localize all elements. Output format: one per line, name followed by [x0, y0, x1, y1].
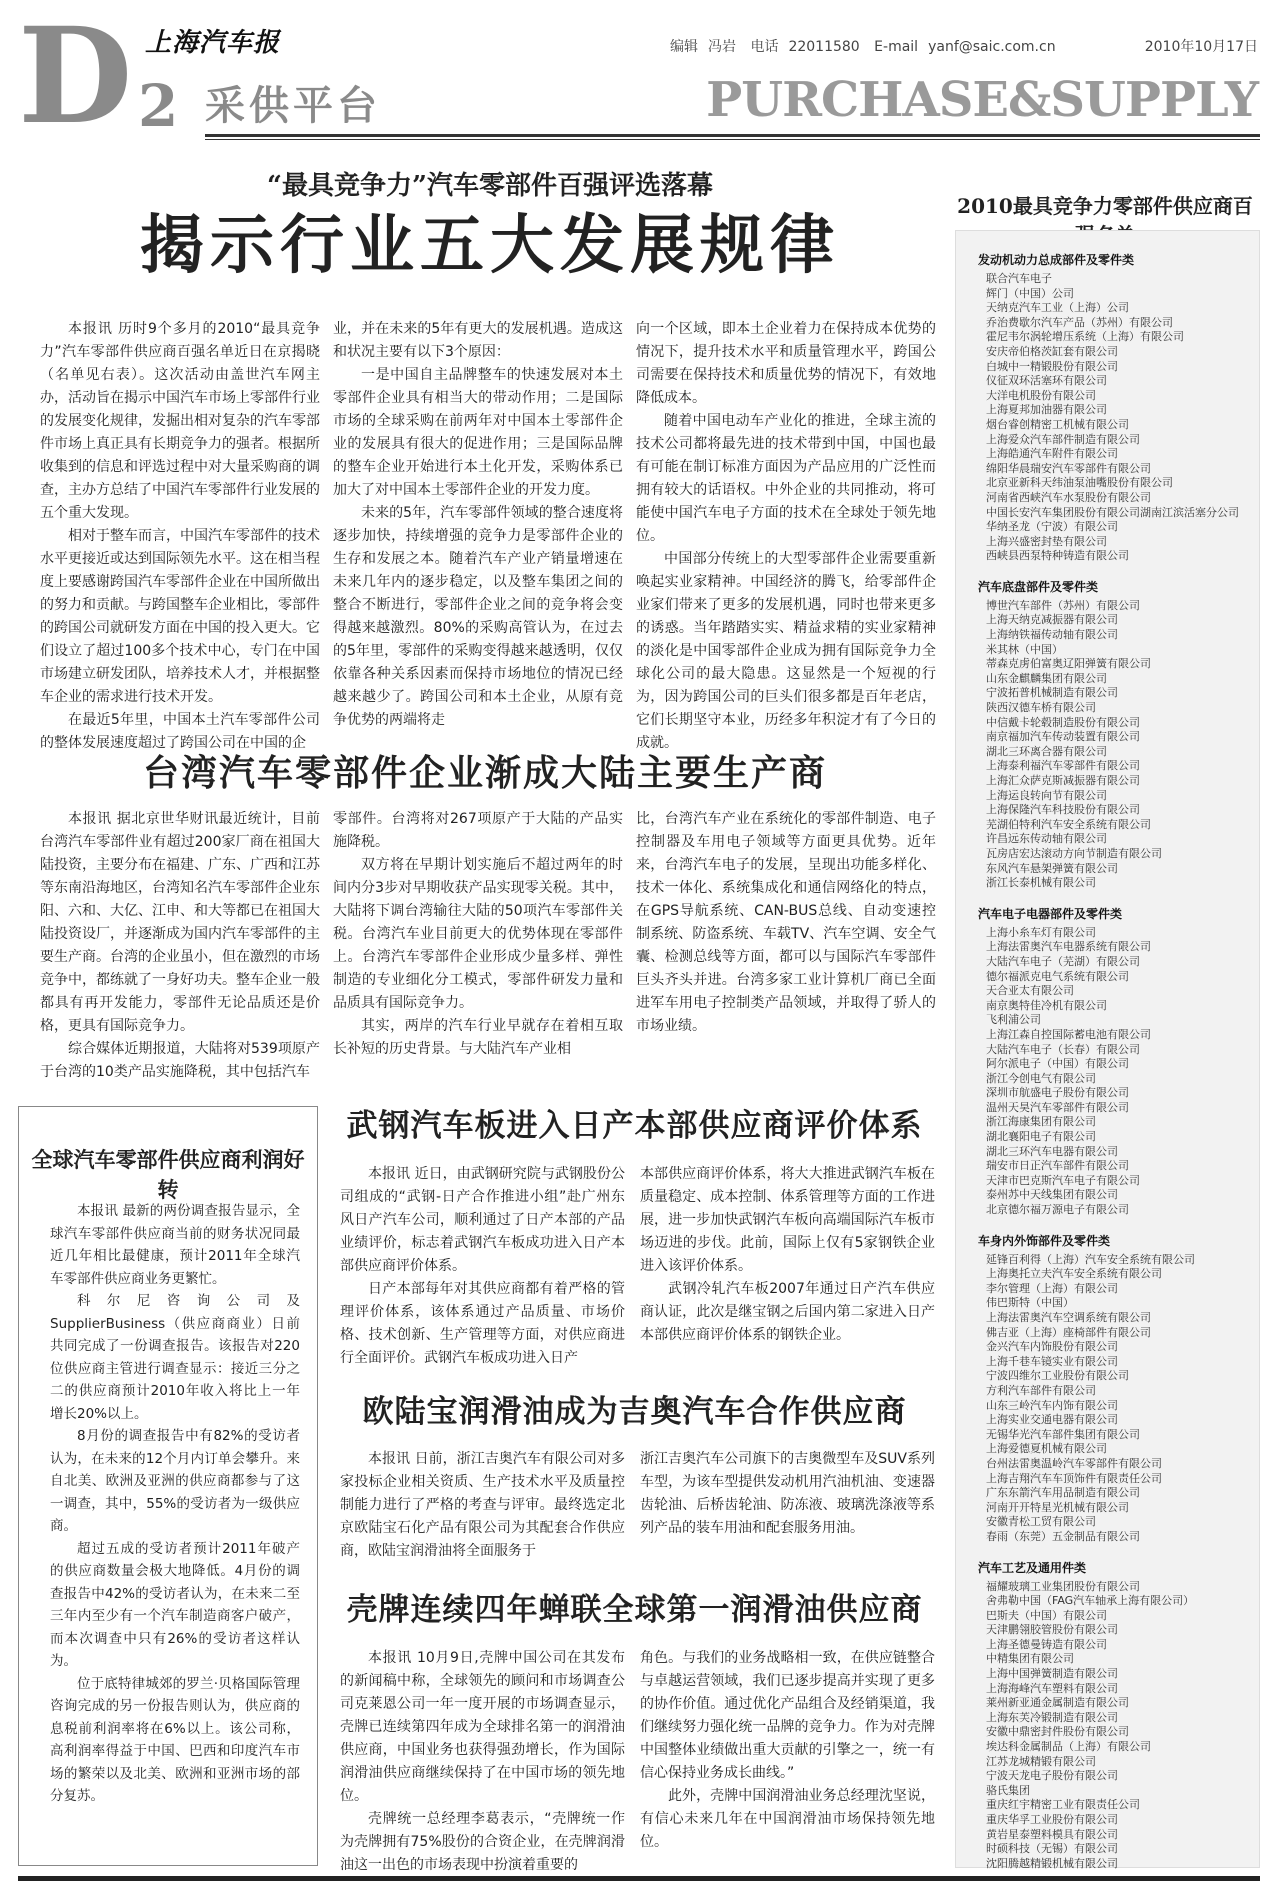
company-item: 时硕科技（无锡）有限公司 [986, 1842, 1118, 1856]
paragraph: 武钢冷轧汽车板2007年通过日产汽车供应商认证，此次是继宝钢之后国内第二家进入日产本部供应商评价体系的钢铁企业。 [640, 1281, 935, 1343]
header-rule [205, 134, 1260, 137]
company-item: 埃达科金属制品（上海）有限公司 [986, 1740, 1151, 1754]
company-item: 大陆汽车电子（芜湖）有限公司 [986, 954, 1140, 968]
company-item: 上海运良转向节有限公司 [986, 788, 1107, 802]
company-item: 重庆华孚工业股份有限公司 [986, 1813, 1118, 1826]
company-item: 霍尼韦尔涡轮增压系统（上海）有限公司 [986, 330, 1184, 344]
company-item: 上海法雷奥汽车电器系统有限公司 [986, 940, 1151, 954]
company-item: 上海纳铁福传动轴有限公司 [986, 628, 1118, 642]
page-letter: D [18, 0, 133, 154]
phone-number: 22011580 [788, 39, 860, 55]
category-spacer [986, 1218, 1241, 1226]
section-title-en: PURCHASE&SUPPLY [706, 72, 1258, 128]
sidebar-title: 2010最具竞争力零部件供应商百 [957, 194, 1253, 218]
company-item: 天纳克汽车工业（上海）公司 [986, 301, 1129, 315]
email-address[interactable]: yanf@saic.com.cn [928, 39, 1056, 55]
company-item: 上海夏邦加油器有限公司 [986, 403, 1107, 417]
company-item: 湖北襄阳电子有限公司 [986, 1130, 1096, 1144]
company-item: 北京亚新科天纬油泵油嘴股份有限公司 [986, 476, 1173, 490]
shell-headline: 壳牌连续四年蝉联全球第一润滑油供应商 [346, 1592, 923, 1628]
company-item: 浙江海康集团有限公司 [986, 1115, 1096, 1129]
company-item: 中国长安汽车集团股份有限公司湖南江滨活塞分公司 [986, 505, 1239, 519]
company-item: 宁波四维尔工业股份有限公司 [986, 1369, 1129, 1383]
company-item: 德尔福派克电气系统有限公司 [986, 969, 1129, 983]
phone-label: 电话 [750, 39, 779, 55]
footer-rule [18, 1876, 1260, 1881]
company-item: 白城中一精锻股份有限公司 [986, 359, 1118, 373]
company-item: 中信戴卡轮毂制造股份有限公司 [986, 715, 1140, 729]
lead-column-2 [333, 318, 623, 728]
company-item: 方利汽车部件有限公司 [986, 1383, 1096, 1397]
supplier-list [955, 230, 1260, 1868]
company-item: 南京福加汽车传动装置有限公司 [986, 730, 1140, 744]
company-item: 西峡县西泵特种铸造有限公司 [986, 549, 1129, 563]
newspaper-logo: 上海汽车报 [145, 28, 281, 58]
paragraph: 双方将在早期计划实施后不超过两年的时间内分3步对早期收获产品实现零关税。其中，大陆将下调台湾输往大陆的50项汽车零部件关税。台湾汽车业目前更大的优势体现在零部件上。台湾汽车零部件企业形成少量多样、弹性制造的专业细化分工模式，零部件研发力量和品质具有国际竞争力。 [333, 857, 623, 1011]
company-item: 天津鹏翎胶管股份有限公司 [986, 1623, 1118, 1637]
lead-kicker: “最具竞争力”汽车零部件百强评选落幕 [267, 171, 713, 201]
company-item: 上海皓通汽车附件有限公司 [986, 447, 1118, 461]
company-item: 上海中国弹簧制造有限公司 [986, 1667, 1118, 1681]
paragraph: 本报讯 日前，浙江吉奥汽车有限公司对多家投标企业相关资质、生产技术水平及质量控制能力进行了严格的考查与评审。最终选定北京欧陆宝石化产品有限公司为其配套合作供应商，欧陆宝润滑油将全面服务于 [340, 1451, 625, 1559]
editor-label: 编辑 [670, 39, 698, 55]
taiwan-headline: 台湾汽车零部件企业渐成大陆主要生产商 [142, 753, 827, 794]
company-item: 蒂森克虏伯富奥辽阳弹簧有限公司 [986, 657, 1151, 671]
page-number: 2 [138, 72, 179, 140]
paragraph: 比，台湾汽车产业在系统化的零部件制造、电子控制器及车用电子领域等方面更具优势。近年来，台湾汽车电子的发展，呈现出功能多样化、技术一体化、系统集成化和通信网络化的特点，在GPS导航系统、CAN-BUS总线、自动变速控制系统、防盗系统、车载TV、汽车空调、安全气囊、检测总线等方面，都可以与国际汽车零部件巨头齐头并进。台湾多家工业计算机厂商已全面进军车用电子控制类产品领域，并取得了骄人的市场业绩。 [636, 811, 936, 1034]
paragraph: 本报讯 最新的两份调查报告显示，全球汽车零部件供应商当前的财务状况同最近几年相比最健康，预计2011年全球汽车零部件供应商业务更繁忙。 [50, 1203, 300, 1287]
company-item: 乔治费歇尔汽车产品（苏州）有限公司 [986, 315, 1173, 329]
company-item: 上海兴盛密封垫有限公司 [986, 534, 1107, 548]
company-item: 江苏龙城精锻有限公司 [986, 1754, 1096, 1768]
category-spacer [986, 564, 1241, 572]
company-item: 上海保隆汽车科技股份有限公司 [986, 803, 1140, 817]
company-item: 深圳市航盛电子股份有限公司 [986, 1086, 1129, 1100]
company-item: 湖北三环离合器有限公司 [986, 744, 1107, 758]
paragraph: 本部供应商评价体系，将大大推进武钢汽车板在质量稳定、成本控制、体系管理等方面的工作进展，进一步加快武钢汽车板向高端国际汽车板市场迈进的步伐。此前，国际上仅有5家钢铁企业进入该评价体系。 [640, 1166, 935, 1274]
category-spacer [986, 891, 1241, 899]
company-item: 上海天纳克减振器有限公司 [986, 613, 1118, 627]
email-label: E-mail [874, 39, 919, 55]
company-item: 安徽中鼎密封件股份有限公司 [986, 1725, 1129, 1739]
company-item: 天合亚太有限公司 [986, 984, 1074, 998]
company-item: 上海法雷奥汽车空调系统有限公司 [986, 1311, 1151, 1324]
paragraph: 壳牌统一总经理李葛表示，“壳牌统一作为壳牌拥有75%股份的合资企业，在壳牌润滑油这一出色的市场表现中扮演着重要的 [340, 1811, 625, 1873]
company-item: 沈阳腾越精锻机械有限公司 [986, 1856, 1118, 1870]
lead-column-3 [636, 318, 936, 751]
paragraph: 此外，壳牌中国润滑油业务总经理沈坚说，有信心未来几年在中国润滑油市场保持领先地位。 [640, 1788, 935, 1850]
company-item: 宁波天龙电子股份有限公司 [986, 1769, 1118, 1783]
company-item: 湖北三环汽车电器有限公司 [986, 1144, 1118, 1158]
company-item: 天津市巴克斯汽车电子有限公司 [986, 1173, 1140, 1187]
paragraph: 综合媒体近期报道，大陆将对539项原产于台湾的10类产品实施降税，其中包括汽车 [40, 1041, 320, 1080]
shell-column-1 [340, 1647, 625, 1873]
company-item: 延锋百利得（上海）汽车安全系统有限公司 [986, 1252, 1195, 1266]
company-item: 瑞安市日正汽车部件有限公司 [986, 1159, 1129, 1173]
company-item: 上海实业交通电器有限公司 [986, 1413, 1118, 1427]
company-item: 绵阳华晨瑞安汽车零部件有限公司 [986, 461, 1151, 475]
company-item: 陕西汉德车桥有限公司 [986, 701, 1096, 715]
company-item: 台州法雷奥温岭汽车零部件有限公司 [986, 1456, 1162, 1470]
wugang-column-2 [640, 1163, 935, 1373]
company-item: 佛吉亚（上海）座椅部件有限公司 [986, 1325, 1151, 1339]
paragraph: 其实，两岸的汽车行业早就存在着相互取长补短的历史背景。与大陆汽车产业相 [333, 1018, 623, 1057]
company-item: 温州天昊汽车零部件有限公司 [986, 1100, 1129, 1114]
section-title-cn: 采供平台 [205, 82, 381, 129]
company-item: 广东东箭汽车用品制造有限公司 [986, 1486, 1140, 1500]
company-item: 春雨（东莞）五金制品有限公司 [986, 1529, 1140, 1543]
company-item: 安庆帝伯格茨缸套有限公司 [986, 344, 1118, 358]
company-item: 上海海峰汽车塑料有限公司 [986, 1681, 1118, 1695]
company-item: 许昌远东传动轴有限公司 [986, 832, 1107, 846]
company-item: 福耀玻璃工业集团股份有限公司 [986, 1579, 1140, 1593]
issue-date: 2010年10月17日 [1144, 39, 1258, 55]
company-item: 河南开开特星光机械有限公司 [986, 1500, 1129, 1514]
oulubao-headline: 欧陆宝润滑油成为吉奥汽车合作供应商 [362, 1394, 907, 1430]
company-item: 李尔管理（上海）有限公司 [986, 1281, 1118, 1295]
masthead-info [670, 36, 1066, 56]
company-item: 无锡华光汽车部件集团有限公司 [986, 1427, 1140, 1441]
taiwan-column-1 [40, 808, 320, 1080]
company-item: 大洋电机股份有限公司 [986, 388, 1096, 402]
editor-name: 冯岩 [708, 39, 736, 55]
company-item: 伟巴斯特（中国） [986, 1296, 1074, 1310]
paragraph: 向一个区域，即本土企业着力在保持成本优势的情况下，提升技术水平和质量管理水平，跨国公司需要在保持技术和质量优势的情况下，有效地降低成本。 [636, 321, 936, 406]
company-item: 上海吉翔汽车车顶饰件有限责任公司 [986, 1471, 1162, 1485]
paragraph: 日产本部每年对其供应商都有着严格的管理评价体系，该体系通过产品质量、市场价格、技术创新、生产管理等方面，对供应商进行全面评价。武钢汽车板成功进入日产 [340, 1281, 625, 1366]
company-item: 黄岩星泰塑料模具有限公司 [986, 1827, 1118, 1841]
paragraph: 相对于整车而言，中国汽车零部件的技术水平更接近或达到国际领先水平。这在相当程度上要感谢跨国汽车零部件企业在中国所做出的努力和贡献。与跨国整车企业相比，零部件的跨国公司就研发方面在中国的投入更大。它们设立了超过100多个技术中心，专门在中国市场建立研发团队，培养技术人才，并根据整车企业的需求进行技术开发。 [40, 528, 320, 705]
wugang-column-1 [340, 1163, 625, 1373]
category-heading: 汽车电子电器部件及零件类 [978, 906, 1123, 921]
company-item: 上海爱德夏机械有限公司 [986, 1442, 1107, 1456]
paragraph: 在最近5年里，中国本土汽车零部件公司的整体发展速度超过了跨国公司在中国的企 [40, 712, 320, 751]
paragraph: 零部件。台湾将对267项原产于大陆的产品实施降税。 [333, 811, 623, 850]
company-item: 上海东芙冷锻制造有限公司 [986, 1710, 1118, 1724]
company-item: 烟台睿创精密工机械有限公司 [986, 417, 1129, 431]
profit-box-body [50, 1200, 300, 1855]
company-item: 中精集团有限公司 [986, 1652, 1074, 1666]
company-item: 河南省西峡汽车水泵股份有限公司 [986, 490, 1151, 504]
category-heading: 汽车工艺及通用件类 [978, 1560, 1087, 1575]
company-item: 南京奥特佳冷机有限公司 [986, 998, 1107, 1012]
profit-box-title: 全球汽车零部件供应商利润好转 [31, 1148, 305, 1202]
company-item: 飞利浦公司 [986, 1013, 1041, 1027]
company-item: 宁波拓普机械制造有限公司 [986, 686, 1118, 700]
company-item: 上海小糸车灯有限公司 [986, 925, 1096, 939]
paragraph: 随着中国电动车产业化的推进，全球主流的技术公司都将最先进的技术带到中国，中国也最有可能在制订标准方面因为产品应用的广泛性而拥有较大的话语权。中外企业的共同推动，将可能使中国汽车电子方面的技术在全球处于领先地位。 [636, 413, 936, 544]
company-item: 仪征双环活塞环有限公司 [986, 374, 1107, 388]
company-item: 上海千巷车镜实业有限公司 [986, 1354, 1118, 1368]
paragraph: 科尔尼咨询公司及SupplierBusiness（供应商商业）日前共同完成了一份调查报告。该报告对220位供应商主管进行调查显示：接近三分之二的供应商预计2010年收入将比上一年增长20%以上。 [50, 1293, 300, 1422]
company-item: 上海奥托立夫汽车安全系统有限公司 [986, 1267, 1162, 1281]
company-item: 阿尔派电子（中国）有限公司 [986, 1057, 1129, 1071]
paragraph: 中国部分传统上的大型零部件企业需要重新唤起实业家精神。中国经济的腾飞，给零部件企业家们带来了更多的发展机遇，同时也带来更多的诱惑。当年踏踏实实、精益求精的实业家精神的淡化是中国零部件企业成为拥有国际竞争力全球化公司的最大隐患。这显然是一个短视的行为，因为跨国公司的巨头们很多都是百年老店，它们长期坚守本业，历经多年积淀才有了今日的成就。 [636, 551, 936, 751]
paragraph: 本报讯 10月9日,壳牌中国公司在其发布的新闻稿中称，全球领先的顾问和市场调查公司克莱恩公司一年一度开展的市场调查显示，壳牌已连续第四年成为全球排名第一的润滑油供应商，中国业务也获得强劲增长，作为国际润滑油供应商继续保持了在中国市场的领先地位。 [340, 1650, 625, 1804]
company-item: 芜湖伯特利汽车安全系统有限公司 [986, 817, 1151, 831]
paragraph: 未来的5年，汽车零部件领域的整合速度将逐步加快，持续增强的竞争力是零部件企业的生存和发展之本。随着汽车产业产销量增速在未来几年内的逐步稳定，以及整车集团之间的整合不断进行，零部件企业之间的竞争将会变得越来越激烈。80%的采购高管认为，在过去的5年里，零部件的采购变得越来越透明，仅仅依靠各种关系因素而保持市场地位的情况已经越来越少了。跨国公司和本土企业，从原有竞争优势的两端将走 [333, 505, 623, 728]
lead-column-1 [40, 318, 320, 751]
paragraph: 一是中国自主品牌整车的快速发展对本土零部件企业具有相当大的带动作用；二是国际市场的全球采购在前两年对中国本土零部件企业的发展具有很大的促进作用；三是国际品牌的整车企业开始进行本土化开发，采购体系已加大了对中国本土零部件企业的开发力度。 [333, 367, 623, 498]
taiwan-column-3 [636, 808, 936, 1073]
company-item: 巴斯夫（中国）有限公司 [986, 1608, 1107, 1622]
company-item: 瓦房店宏达滚动方向节制造有限公司 [986, 846, 1162, 860]
category-heading: 车身内外饰部件及零件类 [978, 1233, 1111, 1248]
paragraph: 浙江吉奥汽车公司旗下的吉奥微型车及SUV系列车型，为该车型提供发动机用汽油机油、变速器齿轮油、后桥齿轮油、防冻液、玻璃洗涤液等系列产品的装车用油和配套服务用油。 [640, 1451, 935, 1536]
company-item: 北京德尔福万源电子有限公司 [986, 1203, 1129, 1217]
company-item: 舍弗勒中国（FAG汽车轴承上海有限公司） [986, 1594, 1195, 1608]
oulubao-column-1 [340, 1448, 625, 1563]
category-spacer [986, 1545, 1241, 1553]
paragraph: 8月份的调查报告中有82%的受访者认为，在未来的12个月内订单会攀升。来自北美、欧洲及亚洲的供应商都参与了这一调查，其中，55%的受访者为一级供应商。 [50, 1428, 300, 1534]
company-item: 山东三岭汽车内饰有限公司 [986, 1398, 1118, 1412]
wugang-headline: 武钢汽车板进入日产本部供应商评价体系 [346, 1108, 923, 1144]
company-item: 莱州新亚通金属制造有限公司 [986, 1696, 1129, 1710]
company-item: 上海爱众汽车部件制造有限公司 [986, 432, 1140, 446]
oulubao-column-2 [640, 1448, 935, 1563]
lead-headline: 揭示行业五大发展规律 [140, 209, 840, 283]
company-item: 浙江今创电气有限公司 [986, 1071, 1096, 1085]
company-item: 骆氏集团 [986, 1783, 1030, 1797]
company-item: 安徽青松工贸有限公司 [986, 1515, 1096, 1529]
taiwan-column-2 [333, 808, 623, 1073]
paragraph: 本报讯 历时9个多月的2010“最具竞争力”汽车零部件供应商百强名单近日在京揭晓（名单见右表）。这次活动由盖世汽车网主办，活动旨在揭示中国汽车市场上零部件行业的发展变化规律，发掘出相对复杂的汽车零部件市场上真正具有长期竞争力的强者。根据所收集到的信息和评选过程中对大量采购商的调查，主办方总结了中国汽车零部件行业发展的五个重大发现。 [40, 321, 320, 521]
paragraph: 本报讯 据北京世华财讯最近统计，目前台湾汽车零部件业有超过200家厂商在祖国大陆投资，主要分布在福建、广东、广西和江苏等东南沿海地区，台湾知名汽车零部件企业东阳、六和、大亿、江申、和大等都已在祖国大陆投资设厂，并逐渐成为国内汽车零部件的主要生产商。台湾的企业虽小，但在激烈的市场竞争中，都练就了一身好功夫。整车企业一般都具有再开发能力，零部件无论品质还是价格，更具有国际竞争力。 [40, 811, 320, 1034]
company-item: 重庆红宇精密工业有限责任公司 [986, 1798, 1140, 1812]
category-heading: 发动机动力总成部件及零件类 [978, 253, 1135, 267]
company-item: 辉门（中国）公司 [986, 286, 1074, 300]
company-item: 上海汇众萨克斯减振器有限公司 [986, 774, 1140, 787]
company-item: 上海泰利福汽车零部件有限公司 [986, 759, 1140, 773]
company-item: 金兴汽车内饰股份有限公司 [986, 1340, 1118, 1354]
company-item: 浙江长泰机械有限公司 [986, 876, 1096, 890]
shell-column-2 [640, 1647, 935, 1865]
category-heading: 汽车底盘部件及零件类 [978, 579, 1099, 594]
header-rule-thin [205, 139, 1260, 140]
company-item: 华纳圣龙（宁波）有限公司 [986, 520, 1118, 534]
company-item: 上海江森自控国际蓄电池有限公司 [986, 1027, 1151, 1041]
company-item: 东风汽车悬架弹簧有限公司 [986, 861, 1118, 875]
company-item: 山东金麒麟集团有限公司 [986, 671, 1107, 685]
paragraph: 位于底特律城郊的罗兰·贝格国际管理咨询完成的另一份报告则认为，供应商的息税前利润率将在6%以上。该公司称，高利润率得益于中国、巴西和印度汽车市场的繁荣以及北美、欧洲和亚洲市场的部分复苏。 [50, 1675, 300, 1804]
company-item: 联合汽车电子 [986, 272, 1052, 285]
company-item: 泰州苏中天线集团有限公司 [986, 1188, 1118, 1202]
paragraph: 角色。与我们的业务战略相一致，在供应链整合与卓越运营领域，我们已逐步提高并实现了更多的协作价值。通过优化产品组合及经销渠道，我们继续努力强化统一品牌的竞争力。作为对壳牌中国整体业绩做出重大贡献的引擎之一，统一有信心保持业务成长曲线。” [640, 1650, 935, 1781]
company-item: 大陆汽车电子（长春）有限公司 [986, 1042, 1140, 1056]
company-item: 上海圣德曼铸造有限公司 [986, 1637, 1107, 1651]
paragraph: 业，并在未来的5年有更大的发展机遇。造成这和状况主要有以下3个原因： [333, 321, 623, 360]
paragraph: 本报讯 近日，由武钢研究院与武钢股份公司组成的“武钢-日产合作推进小组”赴广州东风日产汽车公司，顺利通过了日产本部的产品业绩评价，标志着武钢汽车板成功进入日产本部供应商评价体系。 [340, 1166, 625, 1274]
company-item: 博世汽车部件（苏州）有限公司 [986, 598, 1140, 612]
company-item: 米其林（中国） [986, 642, 1063, 656]
paragraph: 超过五成的受访者预计2011年破产的供应商数量会极大地降低。4月份的调查报告中42%的受访者认为，在未来二至三年内至少有一个汽车制造商客户破产，而本次调查中只有26%的受访者这样认为。 [50, 1540, 300, 1669]
